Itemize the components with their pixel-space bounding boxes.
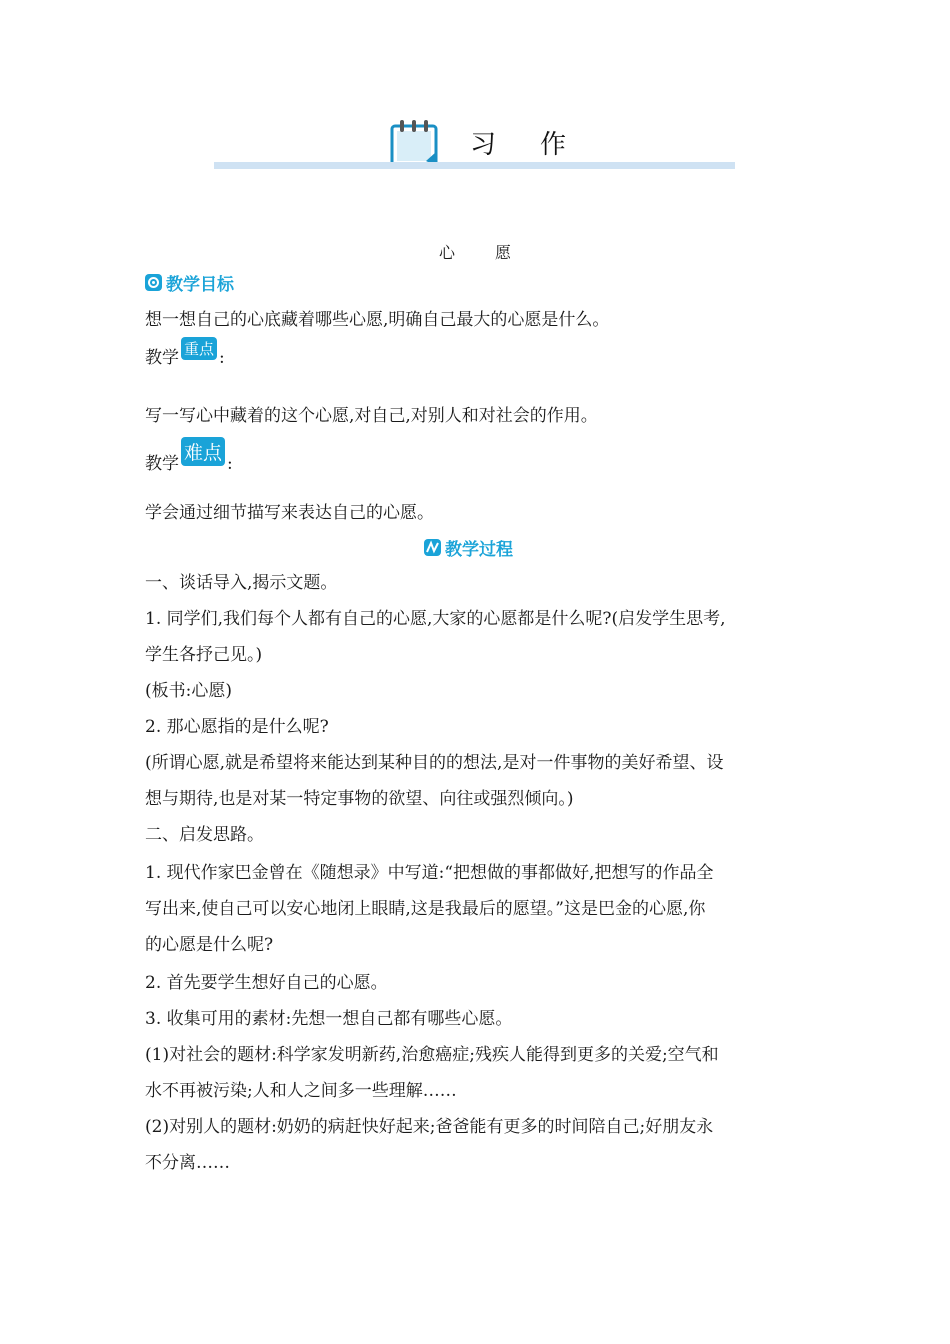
key-point-text: 写一写心中藏着的这个心愿,对自己,对别人和对社会的作用。 <box>145 406 598 426</box>
process-line: 1. 同学们,我们每个人都有自己的心愿,大家的心愿都是什么呢?(启发学生思考, <box>145 609 726 629</box>
process-line: 不分离…… <box>145 1153 230 1173</box>
process-line: 3. 收集可用的素材:先想一想自己都有哪些心愿。 <box>145 1009 513 1029</box>
difficulty-suffix: : <box>227 454 233 474</box>
difficulty-prefix: 教学 <box>145 454 179 474</box>
process-line: 想与期待,也是对某一特定事物的欲望、向往或强烈倾向。) <box>145 789 574 809</box>
difficulty-text: 学会通过细节描写来表达自己的心愿。 <box>145 503 434 523</box>
process-line: 二、启发思路。 <box>145 825 264 845</box>
process-line: 水不再被污染;人和人之间多一些理解…… <box>145 1081 457 1101</box>
key-point-prefix: 教学 <box>145 348 179 368</box>
process-heading-label: 教学过程 <box>445 540 513 560</box>
process-line: 1. 现代作家巴金曾在《随想录》中写道:“把想做的事都做好,把想写的作品全 <box>145 863 714 883</box>
process-line: (2)对别人的题材:奶奶的病赶快好起来;爸爸能有更多的时间陪自己;好朋友永 <box>145 1117 714 1137</box>
process-line: 学生各抒己见。) <box>145 645 263 665</box>
process-heading <box>424 535 513 560</box>
key-point-suffix: : <box>219 348 225 368</box>
goals-heading-label: 教学目标 <box>166 275 234 295</box>
header-underline <box>214 162 735 169</box>
key-point-badge: 重点 <box>181 337 217 360</box>
process-line: (所谓心愿,就是希望将来能达到某种目的的想法,是对一件事物的美好希望、设 <box>145 753 724 773</box>
process-line: 2. 首先要学生想好自己的心愿。 <box>145 973 388 993</box>
process-line: (1)对社会的题材:科学家发明新药,治愈癌症;残疾人能得到更多的关爱;空气和 <box>145 1045 719 1065</box>
lesson-subtitle: 心愿 <box>438 243 551 262</box>
page-header <box>0 108 950 178</box>
difficulty-badge: 难点 <box>181 437 225 466</box>
process-line: (板书:心愿) <box>145 681 232 701</box>
goals-heading <box>145 270 234 295</box>
process-icon <box>424 539 441 556</box>
target-icon <box>145 274 162 291</box>
process-line: 一、谈话导入,揭示文题。 <box>145 573 338 593</box>
process-line: 写出来,使自己可以安心地闭上眼睛,这是我最后的愿望。”这是巴金的心愿,你 <box>145 899 706 919</box>
goals-text: 想一想自己的心底藏着哪些心愿,明确自己最大的心愿是什么。 <box>145 310 610 330</box>
process-line: 2. 那心愿指的是什么呢? <box>145 717 329 737</box>
key-point-label <box>145 340 225 368</box>
difficulty-label <box>145 442 233 474</box>
page-title: 习作 <box>470 130 611 160</box>
process-line: 的心愿是什么呢? <box>145 935 274 955</box>
